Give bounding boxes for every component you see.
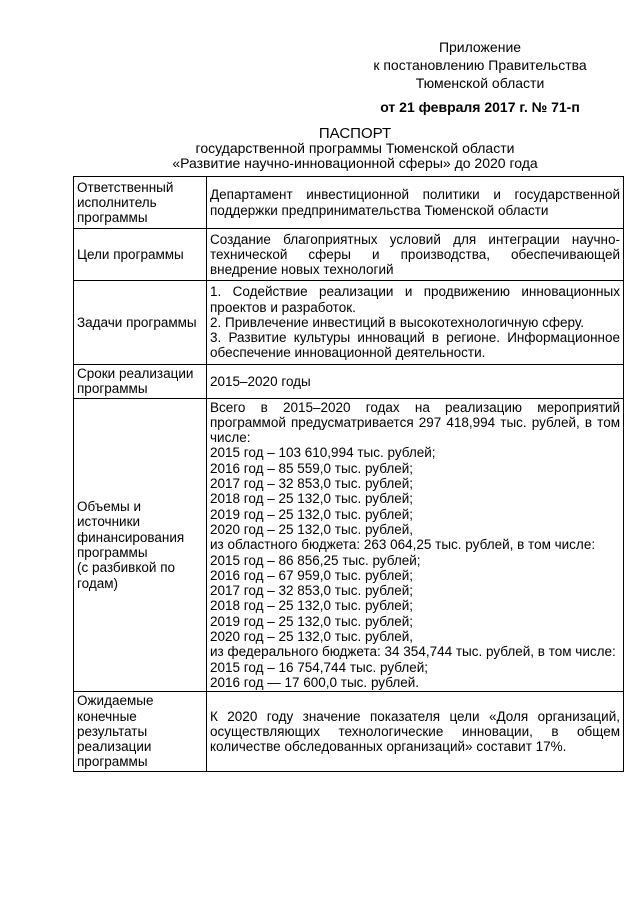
list-item: 2019 год – 25 132,0 тыс. рублей; [210, 613, 414, 629]
row-content: Создание благоприятных условий для интеграции научно-технической сферы и производства, обеспечивающей внедрение новых технологий [207, 229, 624, 281]
appendix-region: Тюменской области [415, 75, 545, 91]
federal-budget-intro: из федерального бюджета: 34 354,744 тыс. рублей, в том числе: [210, 644, 616, 660]
row-content [207, 398, 624, 692]
list-item: 2016 год — 17 600,0 тыс. рублей. [210, 674, 419, 690]
row-label: Ответственный исполнитель программы [74, 177, 207, 229]
regional-budget-intro: из областного бюджета: 263 064,25 тыс. рублей, в том числе: [210, 537, 596, 553]
table-row [74, 692, 624, 771]
table-row [74, 398, 624, 692]
table-row [74, 229, 624, 281]
row-label: Сроки реализации программы [74, 365, 207, 399]
list-item: 2015 год – 103 610,994 тыс. рублей; [210, 445, 436, 461]
appendix-decree-ref: к постановлению Правительства [373, 57, 587, 73]
appendix-label: Приложение [438, 39, 522, 55]
list-item: 2018 год – 25 132,0 тыс. рублей; [210, 491, 414, 507]
list-item: 2020 год – 25 132,0 тыс. рублей, [210, 521, 414, 537]
title-main: ПАСПОРТ [318, 125, 392, 142]
table-row [74, 177, 624, 229]
list-item: 2016 год – 67 959,0 тыс. рублей; [210, 567, 414, 583]
appendix-header [350, 38, 610, 116]
row-content: К 2020 году значение показателя цели «Доля организаций, осуществляющих технологические инновации, в общем количестве обследованных организаций» составит 17%. [207, 692, 624, 771]
row-label: Цели программы [74, 229, 207, 281]
row-content: 2015–2020 годы [207, 365, 624, 399]
row-label: Объемы и источники финансирования программы (с разбивкой по годам) [74, 398, 207, 692]
list-item: 3. Развитие культуры инноваций в регионе. Информационное обеспечение инновационной деятельности. [210, 330, 620, 361]
table-row [74, 281, 624, 365]
funding-intro: Всего в 2015–2020 годах на реализацию мероприятий программой предусматривается 297 418,994 тыс. рублей, в том числе: [210, 399, 620, 446]
title-line-2: государственной программы Тюменской области [195, 140, 515, 156]
row-content: Департамент инвестиционной политики и государственной поддержки предпринимательства Тюменской области [207, 177, 624, 229]
list-item: 2020 год – 25 132,0 тыс. рублей, [210, 629, 414, 645]
list-item: 2015 год – 16 754,744 тыс. рублей; [210, 659, 429, 675]
row-label: Задачи программы [74, 281, 207, 365]
appendix-decree-date: от 21 февраля 2017 г. № 71-п [380, 99, 580, 115]
row-content [207, 281, 624, 365]
row-label: Ожидаемые конечные результаты реализации программы [74, 692, 207, 771]
list-item: 2016 год – 85 559,0 тыс. рублей; [210, 460, 414, 476]
list-item: 1. Содействие реализации и продвижению инновационных проектов и разработок. [210, 284, 620, 315]
document-title [70, 126, 640, 171]
title-line-3: «Развитие научно-инновационной сферы» до 2020 года [172, 155, 538, 171]
list-item: 2. Привлечение инвестиций в высокотехнологичную сферу. [210, 314, 585, 330]
list-item: 2015 год – 86 856,25 тыс. рублей; [210, 552, 421, 568]
list-item: 2018 год – 25 132,0 тыс. рублей; [210, 598, 414, 614]
list-item: 2017 год – 32 853,0 тыс. рублей; [210, 476, 414, 492]
table-row [74, 365, 624, 399]
passport-table [73, 176, 624, 772]
list-item: 2019 год – 25 132,0 тыс. рублей; [210, 506, 414, 522]
list-item: 2017 год – 32 853,0 тыс. рублей; [210, 583, 414, 599]
